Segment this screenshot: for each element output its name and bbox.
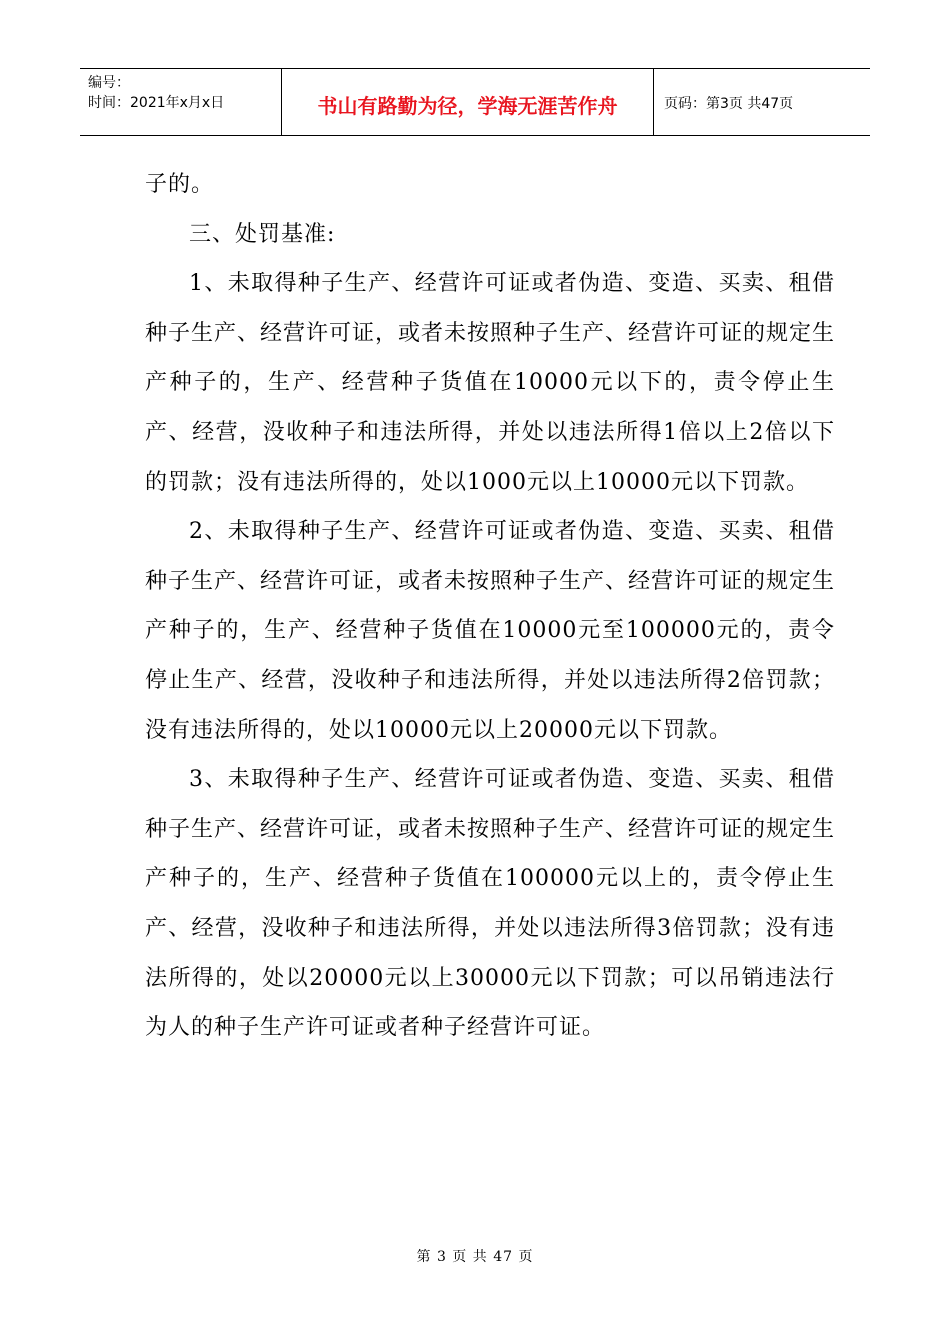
section-heading: 三、处罚基准:	[189, 221, 336, 247]
paragraph-continuation: 子的。	[145, 172, 215, 197]
paragraph-item-3: 3、未取得种子生产、经营许可证或者伪造、变造、买卖、租借种子生产、经营许可证，或者未按照种子生产、经营许可证的规定生产种子的，生产、经营种子货值在100000元以上的，责令停止生产、经营，没收种子和违法所得，并处以违法所得3倍罚款；没有违法所得的，处以20000元以上30000元以下罚款；可以吊销违法行为人的种子生产许可证或者种子经营许可证。	[145, 767, 836, 1041]
document-body	[145, 160, 835, 1053]
document-date-label: 时间：2021年x月x日	[88, 95, 225, 111]
header-motto: 书山有路勤为径，学海无涯苦作舟	[317, 93, 618, 118]
header-page-cell	[654, 69, 870, 135]
paragraph-item-1: 1、未取得种子生产、经营许可证或者伪造、变造、买卖、租借种子生产、经营许可证，或者未按照种子生产、经营许可证的规定生产种子的，生产、经营种子货值在10000元以下的，责令停止生产、经营，没收种子和违法所得，并处以违法所得1倍以上2倍以下的罚款；没有违法所得的，处以1000元以上10000元以下罚款。	[145, 271, 836, 495]
header-meta-cell	[80, 69, 282, 135]
header-page-info: 页码：第3页 共47页	[664, 96, 794, 112]
header-motto-cell	[282, 69, 654, 135]
document-number-label: 编号：	[88, 75, 130, 91]
page-header	[80, 68, 870, 136]
page-footer: 第 3 页 共 47 页	[416, 1249, 534, 1265]
paragraph-item-2: 2、未取得种子生产、经营许可证或者伪造、变造、买卖、租借种子生产、经营许可证，或者未按照种子生产、经营许可证的规定生产种子的，生产、经营种子货值在10000元至100000元的，责令停止生产、经营，没收种子和违法所得，并处以违法所得2倍罚款；没有违法所得的，处以10000元以上20000元以下罚款。	[145, 519, 836, 743]
